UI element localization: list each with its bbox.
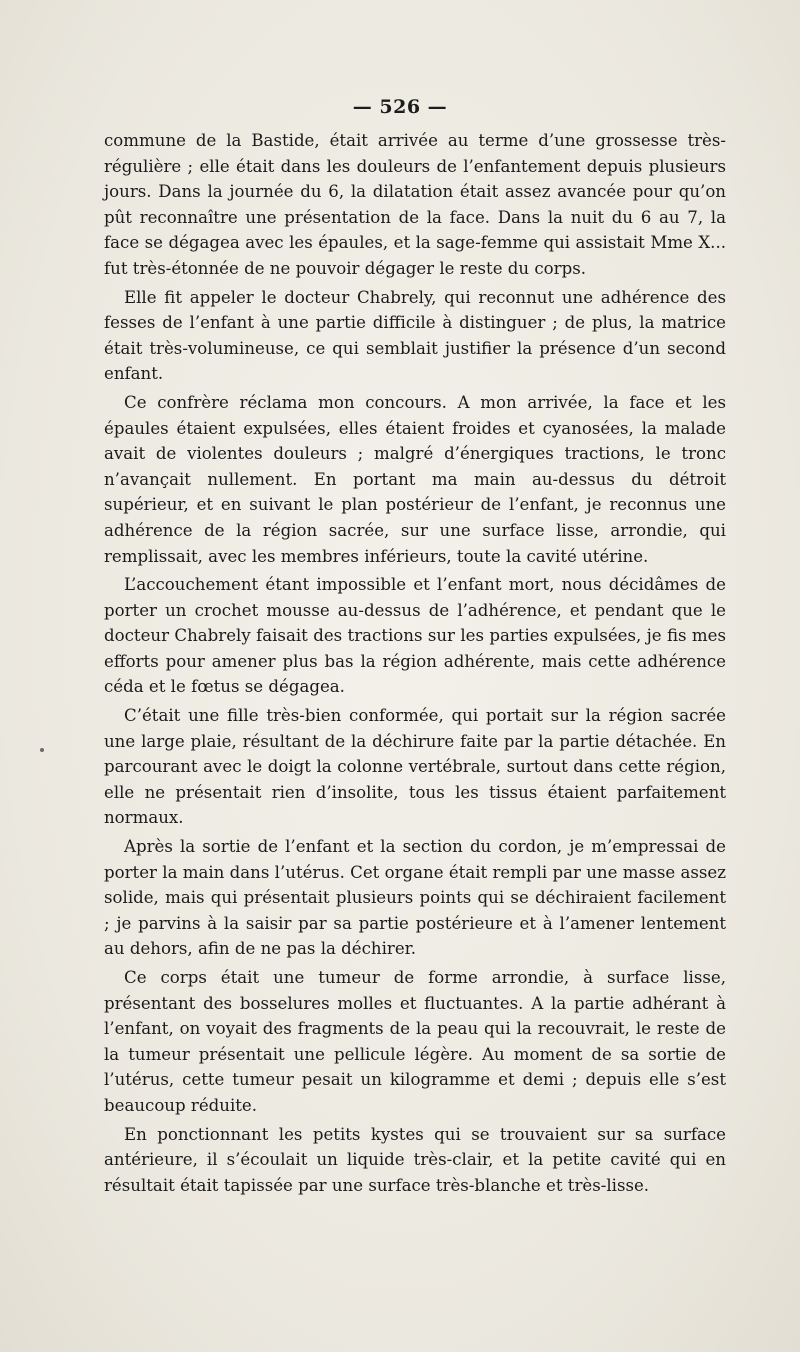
body-text: [104, 128, 726, 1201]
page-number: — 526 —: [352, 96, 448, 118]
paragraph-1: commune de la Bastide, était arrivée au terme d’une grossesse très-régulière ; elle était dans les douleurs de l’enfantement depuis plusieurs jours. Dans la journée du 6, la dilatation était assez avancée pour qu’on pût reconnaître une présentation de la face. Dans la nuit du 6 au 7, la face se dégagea avec les épaules, et la sage-femme qui assistait Mme X... fut très-étonnée de ne pouvoir dégager le reste du corps.: [104, 131, 726, 278]
paragraph-8: En ponctionnant les petits kystes qui se trouvaient sur sa surface antérieure, il s’écoulait un liquide très-clair, et la petite cavité qui en résultait était tapissée par une surface très-blanche et très-lisse.: [104, 1124, 726, 1195]
paragraph-6: Après la sortie de l’enfant et la section du cordon, je m’empressai de porter la main dans l’utérus. Cet organe était rempli par une masse assez solide, mais qui présentait plusieurs points qui se déchiraient facilement ; je parvins à la saisir par sa partie postérieure et à l’amener lentement au dehors, afin de ne pas la déchirer.: [104, 837, 726, 959]
paragraph-3: Ce confrère réclama mon concours. A mon arrivée, la face et les épaules étaient expulsées, elles étaient froides et cyanosées, la malade avait de violentes douleurs ; malgré d’énergiques tractions, le tronc n’avançait nullement. En portant ma main au-dessus du détroit supérieur, et en suivant le plan postérieur de l’enfant, je reconnus une adhérence de la région sacrée, sur une surface lisse, arrondie, qui remplissait, avec les membres inférieurs, toute la cavité utérine.: [104, 392, 726, 566]
paragraph-7: Ce corps était une tumeur de forme arrondie, à surface lisse, présentant des bosselures molles et fluctuantes. A la partie adhérant à l’enfant, on voyait des fragments de la peau qui la recouvrait, le reste de la tumeur présentait une pellicule légère. Au moment de sa sortie de l’utérus, cette tumeur pesait un kilogramme et demi ; depuis elle s’est beaucoup réduite.: [104, 968, 726, 1115]
paragraph-4: L’accouchement étant impossible et l’enfant mort, nous décidâmes de porter un crochet mousse au-dessus de l’adhérence, et pendant que le docteur Chabrely faisait des tractions sur les parties expulsées, je fis mes efforts pour amener plus bas la région adhérente, mais cette adhérence céda et le fœtus se dégagea.: [104, 575, 726, 697]
ink-speck: [40, 748, 44, 752]
paragraph-5: C’était une fille très-bien conformée, qui portait sur la région sacrée une large plaie, résultant de la déchirure faite par la partie détachée. En parcourant avec le doigt la colonne vertébrale, surtout dans cette région, elle ne présentait rien d’insolite, tous les tissus étaient parfaitement normaux.: [104, 706, 726, 828]
paragraph-2: Elle fit appeler le docteur Chabrely, qui reconnut une adhérence des fesses de l’enfant à une partie difficile à distinguer ; de plus, la matrice était très-volumineuse, ce qui semblait justifier la présence d’un second enfant.: [104, 287, 726, 384]
